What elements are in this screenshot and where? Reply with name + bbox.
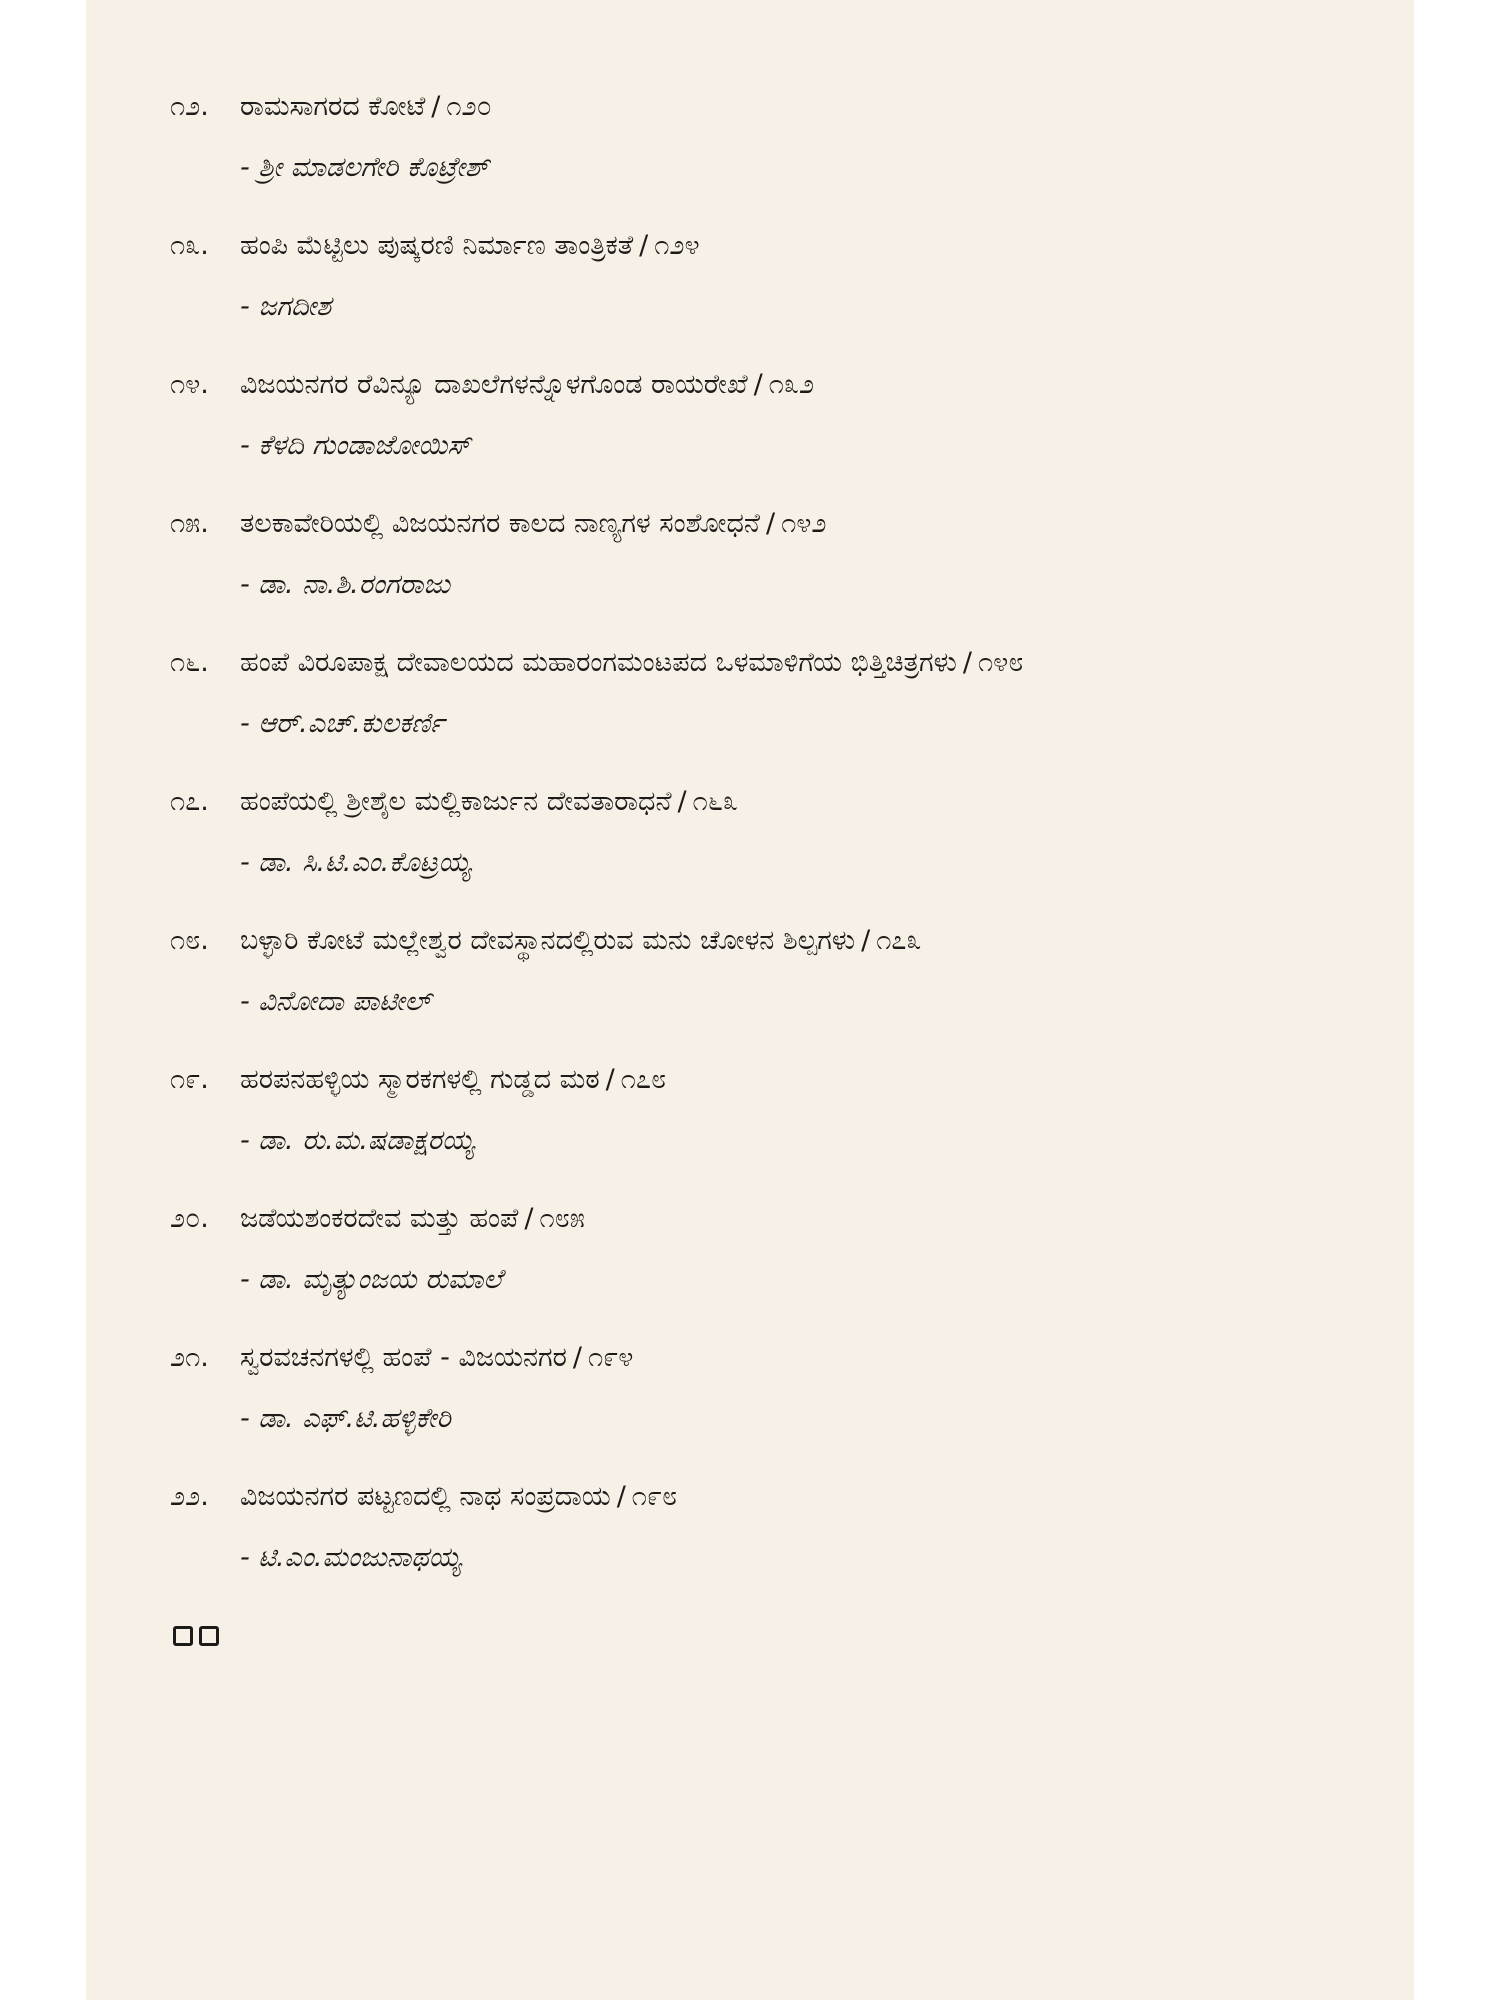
page-number: ೧೮೫: [539, 1203, 585, 1234]
entry-title: ತಲಕಾವೇರಿಯಲ್ಲಿ ವಿಜಯನಗರ ಕಾಲದ ನಾಣ್ಯಗಳ ಸಂಶೋಧನೆ: [240, 508, 760, 539]
table-of-contents: [170, 84, 1350, 1613]
toc-entry: [170, 640, 1350, 779]
entry-number: ೨೧.: [170, 1342, 209, 1373]
entry-number: ೧೨.: [170, 91, 209, 122]
entry-title-line: [170, 1335, 1350, 1381]
page-number: ೧೬೩: [692, 786, 739, 817]
page-separator: /: [616, 1481, 626, 1512]
page-separator: /: [765, 508, 776, 539]
entry-number: ೧೭.: [170, 786, 209, 817]
toc-entry: [170, 1335, 1350, 1474]
page-separator: /: [605, 1064, 615, 1095]
square-icon: [199, 1626, 219, 1646]
entry-author: - ಡಾ. ಎಫ್.ಟಿ.ಹಳ್ಳಿಕೇರಿ: [240, 1403, 451, 1434]
entry-number: ೧೫.: [170, 508, 209, 539]
entry-title: ವಿಜಯನಗರ ರೆವಿನ್ಯೂ ದಾಖಲೆಗಳನ್ನೊಳಗೊಂಡ ರಾಯರೇಖೆ: [240, 369, 748, 400]
page-separator: /: [572, 1342, 582, 1373]
toc-entry: [170, 1474, 1350, 1613]
entry-number: ೧೬.: [170, 647, 209, 678]
page-number: ೧೭೩: [876, 925, 922, 956]
entry-title-line: [170, 223, 1350, 269]
page-separator: /: [677, 786, 687, 817]
toc-entry: [170, 362, 1350, 501]
page-number: ೧೪೨: [781, 508, 827, 539]
entry-title-line: [170, 1474, 1350, 1520]
entry-author: - ಡಾ. ಸಿ.ಟಿ.ಎಂ.ಕೊಟ್ರಯ್ಯ: [240, 847, 472, 878]
toc-entry: [170, 1057, 1350, 1196]
page-separator: /: [962, 647, 972, 678]
entry-title: ಹಂಪಿ ಮೆಟ್ಟಿಲು ಪುಷ್ಕರಣಿ ನಿರ್ಮಾಣ ತಾಂತ್ರಿಕತೆ: [240, 230, 634, 261]
entry-number: ೧೮.: [170, 925, 209, 956]
toc-entry: [170, 918, 1350, 1057]
page-number: ೧೨೦: [446, 91, 492, 122]
entry-title-line: [170, 1057, 1350, 1103]
entry-title-line: [170, 1196, 1350, 1242]
end-of-section-mark: [173, 1626, 219, 1646]
entry-title: ವಿಜಯನಗರ ಪಟ್ಟಣದಲ್ಲಿ ನಾಥ ಸಂಪ್ರದಾಯ: [240, 1481, 611, 1512]
page-number: ೧೯೪: [587, 1342, 634, 1373]
entry-title: ರಾಮಸಾಗರದ ಕೋಟೆ: [240, 91, 426, 122]
entry-author: - ಜಗದೀಶ: [240, 291, 332, 322]
toc-entry: [170, 1196, 1350, 1335]
entry-title: ಸ್ವರವಚನಗಳಲ್ಲಿ ಹಂಪೆ - ವಿಜಯನಗರ: [240, 1342, 567, 1373]
entry-title-line: [170, 362, 1350, 408]
square-icon: [173, 1626, 193, 1646]
page-number: ೧೭೮: [620, 1064, 667, 1095]
entry-title: ಬಳ್ಳಾರಿ ಕೋಟೆ ಮಲ್ಲೇಶ್ವರ ದೇವಸ್ಥಾನದಲ್ಲಿರುವ ಮನು ಚೋಳನ ಶಿಲ್ಪಗಳು: [240, 925, 856, 956]
entry-title: ಹರಪನಹಳ್ಳಿಯ ಸ್ಮಾರಕಗಳಲ್ಲಿ ಗುಡ್ಡದ ಮಠ: [240, 1064, 600, 1095]
entry-number: ೧೪.: [170, 369, 209, 400]
page-number: ೧೪೮: [977, 647, 1024, 678]
entry-title-line: [170, 84, 1350, 130]
page-separator: /: [524, 1203, 534, 1234]
entry-author: - ಶ್ರೀ ಮಾಡಲಗೇರಿ ಕೊಟ್ರೇಶ್: [240, 152, 489, 183]
page-number: ೧೨೪: [654, 230, 700, 261]
entry-number: ೨೨.: [170, 1481, 209, 1512]
entry-number: ೧೯.: [170, 1064, 209, 1095]
entry-title-line: [170, 640, 1350, 686]
entry-author: - ಆರ್.ಎಚ್.ಕುಲಕರ್ಣಿ: [240, 708, 445, 739]
entry-author: - ವಿನೋದಾ ಪಾಟೀಲ್: [240, 986, 431, 1017]
page-separator: /: [431, 91, 441, 122]
entry-title-line: [170, 918, 1350, 964]
entry-author: - ಡಾ. ಮೃತ್ಯುಂಜಯ ರುಮಾಲೆ: [240, 1264, 502, 1295]
entry-author: - ಡಾ. ನಾ.ಶಿ.ರಂಗರಾಜು: [240, 569, 451, 600]
toc-entry: [170, 501, 1350, 640]
entry-author: - ಡಾ. ರು.ಮ.ಷಡಾಕ್ಷರಯ್ಯ: [240, 1125, 475, 1156]
entry-title: ಹಂಪೆ ವಿರೂಪಾಕ್ಷ ದೇವಾಲಯದ ಮಹಾರಂಗಮಂಟಪದ ಒಳಮಾಳಿಗೆಯ ಭಿತ್ತಿಚಿತ್ರಗಳು: [240, 647, 957, 678]
page-separator: /: [753, 369, 763, 400]
page-separator: /: [861, 925, 871, 956]
entry-title-line: [170, 501, 1350, 547]
entry-title: ಜಡೆಯಶಂಕರದೇವ ಮತ್ತು ಹಂಪೆ: [240, 1203, 519, 1234]
page-number: ೧೩೨: [768, 369, 815, 400]
page-separator: /: [639, 230, 649, 261]
toc-entry: [170, 779, 1350, 918]
entry-author: - ಕೆಳದಿ ಗುಂಡಾಜೋಯಿಸ್: [240, 430, 471, 461]
entry-number: ೧೩.: [170, 230, 209, 261]
page-number: ೧೯೮: [631, 1481, 678, 1512]
toc-entry: [170, 223, 1350, 362]
toc-entry: [170, 84, 1350, 223]
entry-title-line: [170, 779, 1350, 825]
entry-title: ಹಂಪೆಯಲ್ಲಿ ಶ್ರೀಶೈಲ ಮಲ್ಲಿಕಾರ್ಜುನ ದೇವತಾರಾಧನೆ: [240, 786, 672, 817]
entry-number: ೨೦.: [170, 1203, 209, 1234]
entry-author: - ಟಿ.ಎಂ.ಮಂಜುನಾಥಯ್ಯ: [240, 1542, 462, 1573]
